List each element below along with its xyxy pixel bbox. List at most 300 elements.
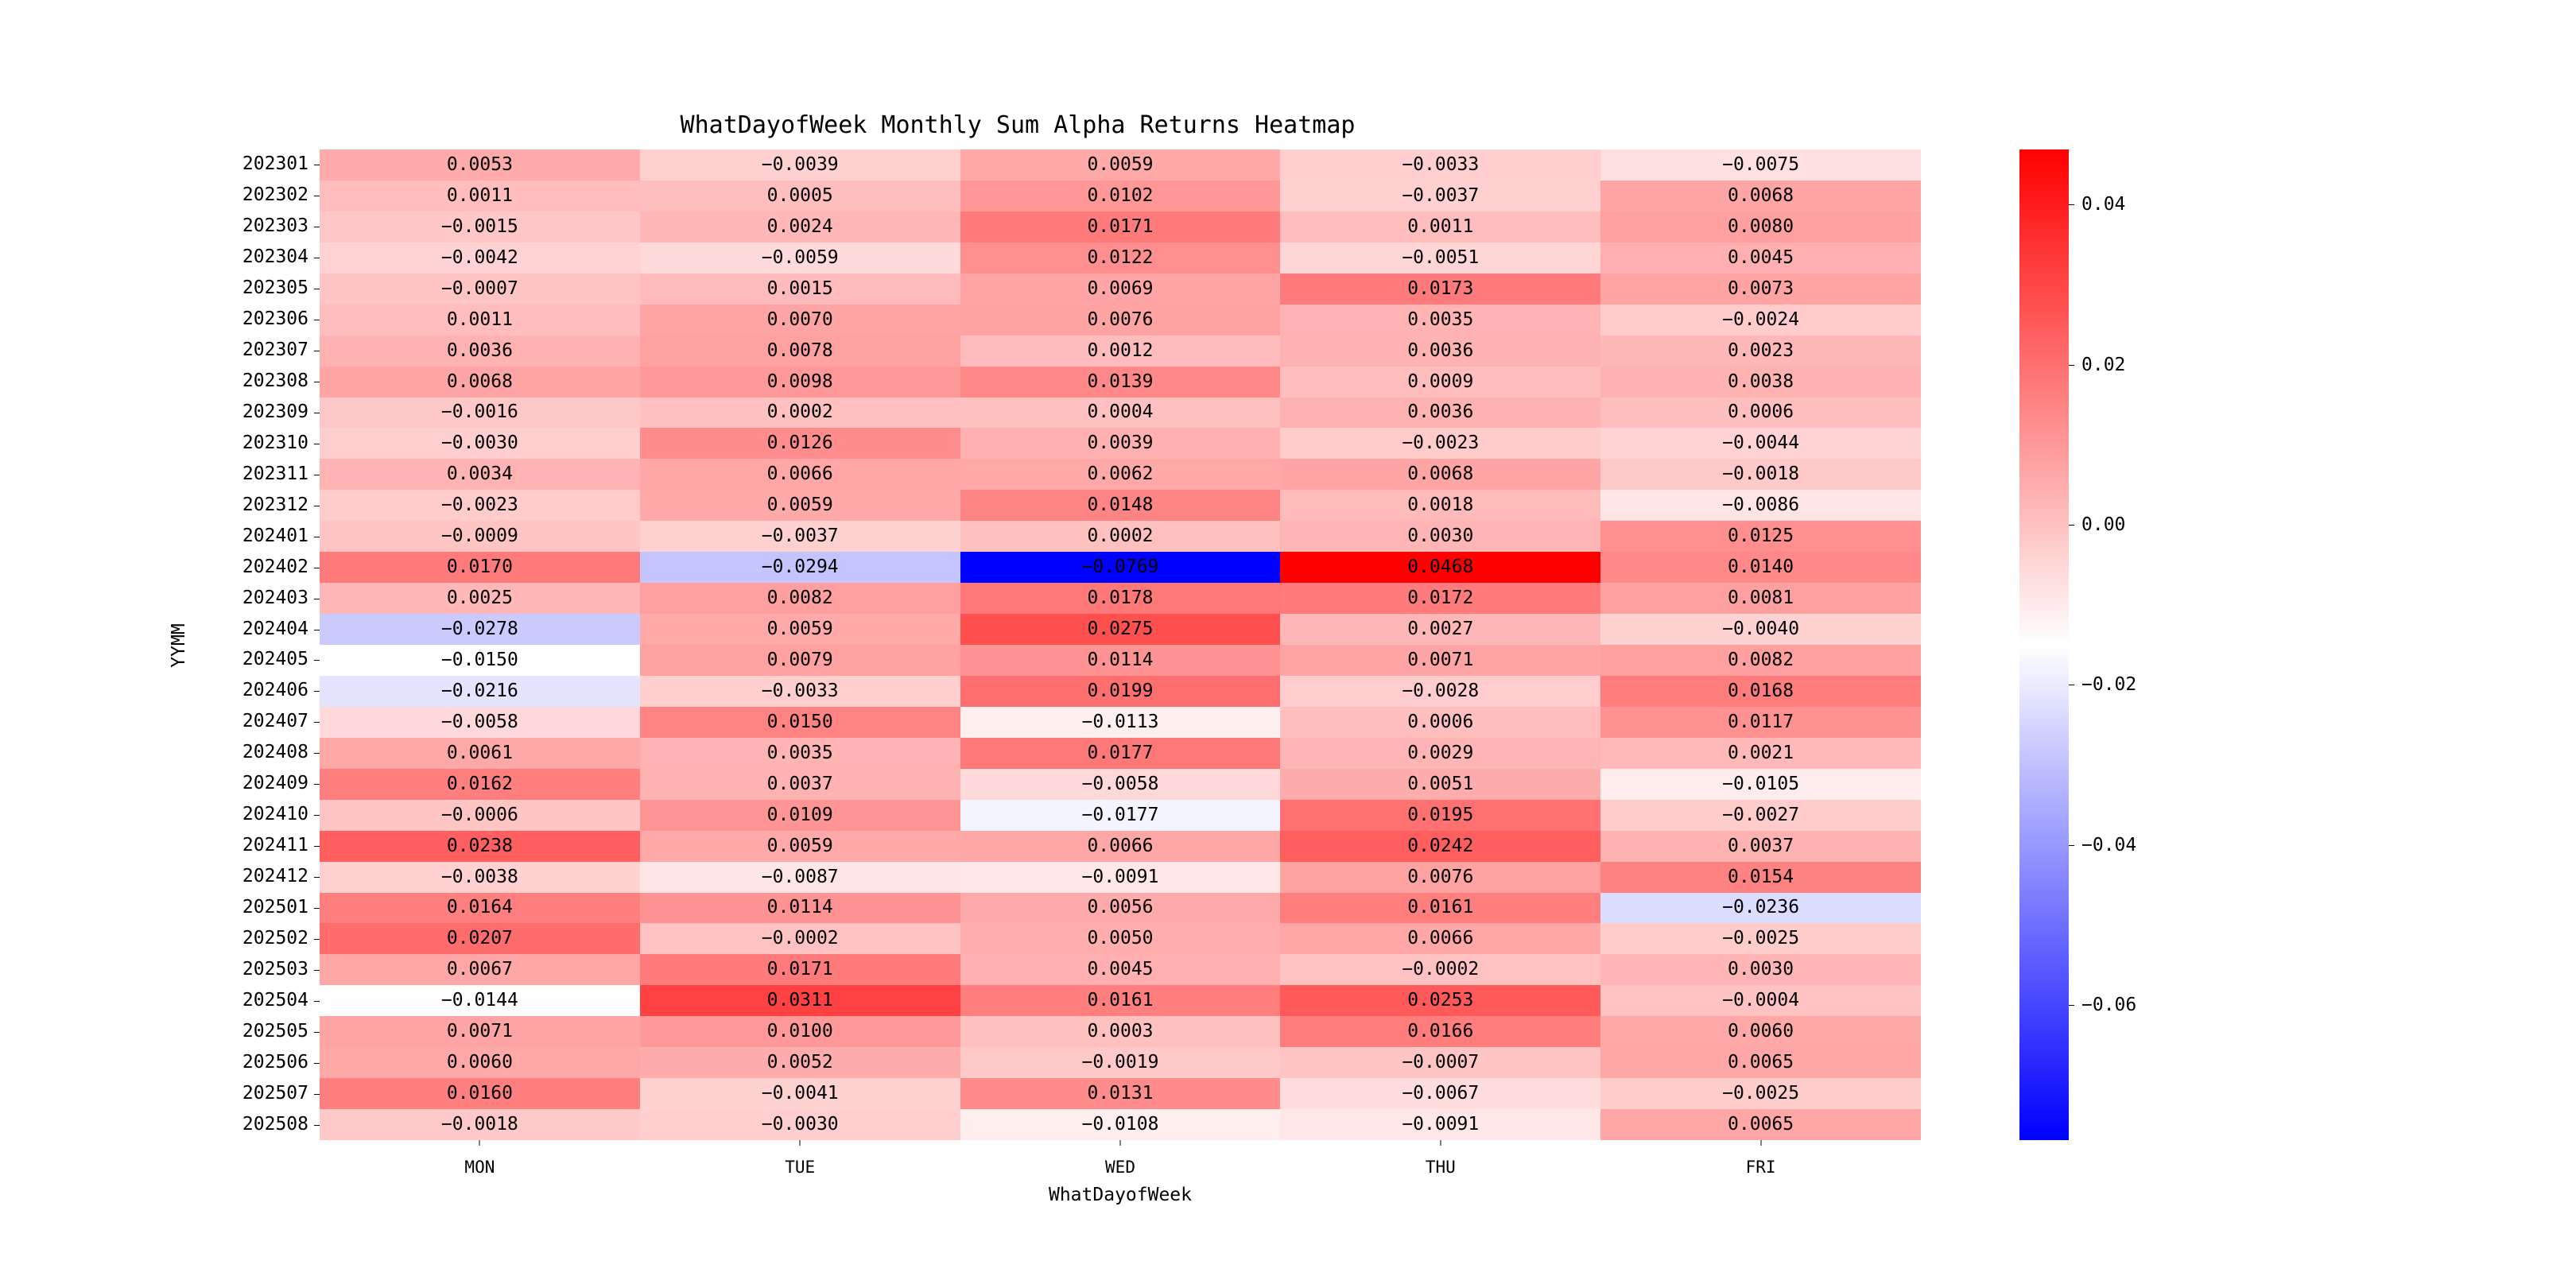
y-tick-mark	[314, 660, 320, 661]
heatmap-cell	[1600, 274, 1921, 305]
x-tick-label: FRI	[1745, 1158, 1776, 1177]
heatmap-row	[320, 490, 1921, 521]
heatmap-cell-value: 0.0102	[1087, 184, 1154, 206]
heatmap-cell	[320, 985, 640, 1016]
x-tick-mark	[1440, 1140, 1441, 1146]
heatmap-cell-value: −0.0044	[1722, 433, 1800, 454]
heatmap-cell-value: −0.0006	[440, 804, 518, 825]
heatmap-cell	[1280, 180, 1600, 211]
heatmap-cell-value: 0.0242	[1407, 835, 1474, 856]
y-tick-label: 202503	[242, 958, 308, 980]
heatmap-cell-value: 0.0053	[446, 153, 513, 175]
heatmap-cell-value: −0.0030	[440, 433, 518, 454]
heatmap-row	[320, 552, 1921, 583]
heatmap-row	[320, 305, 1921, 336]
y-tick-label: 202406	[242, 680, 308, 701]
heatmap-cell-value: 0.0172	[1407, 588, 1474, 609]
heatmap-cell	[320, 552, 640, 583]
heatmap-row	[320, 707, 1921, 738]
y-tick-mark	[314, 1125, 320, 1126]
heatmap-cell-value: −0.0216	[440, 680, 518, 701]
heatmap-cell	[320, 367, 640, 398]
heatmap-cell-value: 0.0035	[1407, 308, 1474, 330]
heatmap-cell	[1600, 305, 1921, 336]
heatmap-row	[320, 923, 1921, 954]
x-tick-label: THU	[1425, 1158, 1456, 1177]
heatmap-cell-value: −0.0067	[1402, 1083, 1480, 1104]
heatmap-cell-value: 0.0311	[766, 990, 833, 1011]
colorbar-tick-mark	[2069, 365, 2074, 366]
y-tick-mark	[314, 846, 320, 847]
heatmap-cell	[320, 769, 640, 800]
heatmap-cell	[320, 738, 640, 769]
heatmap-cell-value: 0.0148	[1087, 495, 1154, 516]
heatmap-cell-value: 0.0170	[446, 557, 513, 578]
heatmap-cell	[1600, 769, 1921, 800]
heatmap-cell-value: 0.0076	[1407, 866, 1474, 887]
heatmap-cell-value: 0.0011	[1407, 215, 1474, 237]
heatmap-cell-value: −0.0087	[761, 866, 839, 887]
heatmap-cell-value: −0.0177	[1081, 804, 1159, 825]
heatmap-cell	[960, 800, 1281, 831]
heatmap-cell-value: 0.0195	[1407, 804, 1474, 825]
heatmap-cell	[1600, 428, 1921, 459]
heatmap-cell-value: 0.0100	[766, 1021, 833, 1042]
heatmap-cell-value: 0.0059	[766, 835, 833, 856]
heatmap-cell-value: 0.0114	[766, 897, 833, 918]
heatmap-cell-value: −0.0105	[1722, 773, 1800, 794]
heatmap-cell	[640, 707, 960, 738]
y-tick-label: 202304	[242, 246, 308, 268]
heatmap-cell-value: 0.0036	[1407, 402, 1474, 423]
heatmap-row	[320, 676, 1921, 707]
heatmap-cell-value: −0.0040	[1722, 619, 1800, 640]
heatmap-cell-value: −0.0058	[440, 711, 518, 732]
y-tick-label: 202301	[242, 153, 308, 175]
heatmap-cell	[960, 769, 1281, 800]
heatmap-cell-value: 0.0037	[1728, 835, 1794, 856]
heatmap-cell	[320, 831, 640, 862]
heatmap-cell	[320, 1047, 640, 1078]
heatmap-cell-value: −0.0058	[1081, 773, 1159, 794]
heatmap-cell	[320, 583, 640, 614]
heatmap-cell-value: 0.0060	[1728, 1021, 1794, 1042]
heatmap-cell	[640, 923, 960, 954]
heatmap-cell	[1280, 490, 1600, 521]
heatmap-cell-value: 0.0039	[1087, 433, 1154, 454]
heatmap-cell	[640, 149, 960, 180]
heatmap-cell-value: −0.0108	[1081, 1114, 1159, 1135]
y-tick-label: 202507	[242, 1082, 308, 1104]
heatmap-cell	[1280, 954, 1600, 985]
heatmap-cell	[640, 862, 960, 893]
heatmap-cell	[320, 1016, 640, 1047]
heatmap-cell-value: 0.0034	[446, 464, 513, 485]
heatmap-cell	[960, 1078, 1281, 1109]
heatmap-cell-value: 0.0059	[1087, 153, 1154, 175]
heatmap-cell	[320, 676, 640, 707]
heatmap-cell-value: 0.0238	[446, 835, 513, 856]
heatmap-cell	[640, 367, 960, 398]
heatmap-cell	[640, 676, 960, 707]
heatmap-cell	[640, 552, 960, 583]
y-tick-label: 202409	[242, 773, 308, 794]
y-tick-label: 202502	[242, 927, 308, 949]
y-tick-label: 202311	[242, 463, 308, 484]
heatmap-cell	[1600, 831, 1921, 862]
y-tick-mark	[314, 691, 320, 692]
heatmap-cell	[960, 583, 1281, 614]
heatmap-cell-value: 0.0098	[766, 370, 833, 392]
heatmap-cell	[320, 180, 640, 211]
heatmap-cell	[1280, 583, 1600, 614]
heatmap-cell-value: 0.0059	[766, 495, 833, 516]
x-tick-mark	[1120, 1140, 1121, 1146]
y-tick-label: 202501	[242, 896, 308, 918]
heatmap-cell	[320, 800, 640, 831]
colorbar-tick-mark	[2069, 525, 2074, 526]
heatmap-cell-value: 0.0162	[446, 773, 513, 794]
heatmap-cell	[640, 428, 960, 459]
heatmap-cell-value: 0.0011	[446, 308, 513, 330]
x-tick-label: TUE	[785, 1158, 816, 1177]
heatmap-row	[320, 893, 1921, 924]
heatmap-cell-value: 0.0006	[1728, 402, 1794, 423]
y-tick-label: 202506	[242, 1051, 308, 1073]
heatmap-cell-value: 0.0056	[1087, 897, 1154, 918]
heatmap-cell	[960, 336, 1281, 367]
y-tick-label: 202410	[242, 804, 308, 825]
y-tick-label: 202312	[242, 494, 308, 515]
heatmap-row	[320, 769, 1921, 800]
heatmap-cell	[960, 305, 1281, 336]
heatmap-cell	[1600, 211, 1921, 242]
heatmap-cell	[1600, 242, 1921, 274]
y-tick-mark	[314, 753, 320, 754]
heatmap-cell-value: −0.0059	[761, 246, 839, 268]
x-tick-label: WED	[1105, 1158, 1135, 1177]
y-tick-label: 202404	[242, 618, 308, 639]
y-tick-label: 202302	[242, 184, 308, 206]
heatmap-cell	[320, 490, 640, 521]
heatmap-cell-value: −0.0009	[440, 526, 518, 547]
colorbar-tick-mark	[2069, 845, 2074, 846]
heatmap-cell	[960, 242, 1281, 274]
y-tick-label: 202402	[242, 556, 308, 577]
heatmap-cell-value: −0.0033	[761, 680, 839, 701]
heatmap-cell-value: 0.0154	[1728, 866, 1794, 887]
heatmap-row	[320, 367, 1921, 398]
heatmap-cell-value: 0.0081	[1728, 588, 1794, 609]
colorbar-tick-label: 0.02	[2081, 354, 2126, 375]
heatmap-cell	[1600, 707, 1921, 738]
heatmap-cell	[960, 398, 1281, 429]
heatmap-row	[320, 211, 1921, 242]
heatmap-cell-value: 0.0177	[1087, 742, 1154, 763]
heatmap-cell	[1280, 800, 1600, 831]
heatmap-row	[320, 862, 1921, 893]
heatmap-cell-value: 0.0067	[446, 959, 513, 980]
heatmap-row	[320, 149, 1921, 180]
heatmap-cell	[1280, 211, 1600, 242]
heatmap-cell	[960, 893, 1281, 924]
heatmap-cell-value: 0.0199	[1087, 680, 1154, 701]
heatmap-cell-value: 0.0079	[766, 649, 833, 670]
colorbar-tick-label: 0.04	[2081, 194, 2126, 215]
y-tick-label: 202412	[242, 866, 308, 887]
heatmap-cell	[1280, 336, 1600, 367]
heatmap-cell-value: 0.0070	[766, 308, 833, 330]
heatmap-cell-value: 0.0050	[1087, 928, 1154, 949]
heatmap-cell-value: 0.0025	[446, 588, 513, 609]
heatmap-cell	[960, 831, 1281, 862]
heatmap-cell-value: 0.0015	[766, 277, 833, 299]
heatmap-cell	[320, 336, 640, 367]
heatmap-cell-value: 0.0036	[446, 339, 513, 361]
heatmap-cell-value: 0.0468	[1407, 557, 1474, 578]
y-tick-label: 202307	[242, 339, 308, 361]
heatmap-cell-value: 0.0062	[1087, 464, 1154, 485]
y-tick-label: 202401	[242, 525, 308, 546]
heatmap-row	[320, 1109, 1921, 1140]
heatmap-cell	[960, 459, 1281, 490]
y-tick-label: 202407	[242, 711, 308, 732]
heatmap-cell	[640, 738, 960, 769]
heatmap-cell	[1600, 149, 1921, 180]
heatmap-cell-value: 0.0082	[766, 588, 833, 609]
heatmap-row	[320, 428, 1921, 459]
heatmap-cell-value: 0.0125	[1728, 526, 1794, 547]
heatmap-cell-value: −0.0033	[1402, 153, 1480, 175]
heatmap-cell-value: 0.0140	[1728, 557, 1794, 578]
heatmap-cell	[1280, 738, 1600, 769]
x-tick-mark	[1760, 1140, 1761, 1146]
heatmap-cell	[1600, 459, 1921, 490]
heatmap-cell-value: 0.0173	[1407, 277, 1474, 299]
heatmap-cell	[1280, 1016, 1600, 1047]
y-tick-label: 202405	[242, 649, 308, 670]
heatmap-cell	[1600, 893, 1921, 924]
heatmap-cell	[960, 1047, 1281, 1078]
heatmap-cell-value: 0.0068	[446, 370, 513, 392]
heatmap-cell-value: −0.0002	[761, 928, 839, 949]
heatmap-cell	[320, 707, 640, 738]
colorbar-tick-label: −0.04	[2081, 834, 2137, 855]
heatmap-cell-value: 0.0005	[766, 184, 833, 206]
heatmap-cell	[1280, 831, 1600, 862]
y-axis-label: YYMM	[169, 623, 189, 668]
heatmap-cell-value: 0.0060	[446, 1052, 513, 1073]
heatmap-row	[320, 1016, 1921, 1047]
heatmap-cell	[1600, 552, 1921, 583]
heatmap-cell	[640, 274, 960, 305]
heatmap-cell-value: 0.0253	[1407, 990, 1474, 1011]
heatmap-cell	[1600, 1109, 1921, 1140]
heatmap-cell	[960, 676, 1281, 707]
heatmap-cell	[1600, 1016, 1921, 1047]
heatmap-cell-value: 0.0082	[1728, 649, 1794, 670]
x-axis-tick-labels	[320, 1140, 1921, 1188]
heatmap-cell-value: 0.0161	[1407, 897, 1474, 918]
heatmap-cell-value: 0.0066	[1407, 928, 1474, 949]
heatmap-cell	[320, 459, 640, 490]
heatmap-cell	[640, 831, 960, 862]
y-tick-mark	[314, 1094, 320, 1095]
heatmap-row	[320, 738, 1921, 769]
heatmap-cell	[320, 274, 640, 305]
heatmap-cell-value: −0.0023	[1402, 433, 1480, 454]
heatmap-cell	[1280, 923, 1600, 954]
heatmap-cell-value: 0.0002	[1087, 526, 1154, 547]
heatmap-cell	[320, 1109, 640, 1140]
heatmap-grid	[320, 149, 1921, 1140]
heatmap-cell	[1600, 738, 1921, 769]
heatmap-cell-value: −0.0042	[440, 246, 518, 268]
y-tick-mark	[314, 1063, 320, 1064]
heatmap-cell	[1280, 1109, 1600, 1140]
heatmap-cell	[320, 614, 640, 645]
heatmap-cell-value: 0.0068	[1728, 184, 1794, 206]
heatmap-cell	[960, 180, 1281, 211]
heatmap-cell-value: 0.0030	[1407, 526, 1474, 547]
heatmap-cell-value: 0.0117	[1728, 711, 1794, 732]
heatmap-cell-value: 0.0080	[1728, 215, 1794, 237]
heatmap-cell	[1280, 149, 1600, 180]
y-tick-mark	[314, 722, 320, 723]
heatmap-cell-value: 0.0126	[766, 433, 833, 454]
heatmap-cell	[1280, 893, 1600, 924]
heatmap-cell-value: 0.0004	[1087, 402, 1154, 423]
heatmap-cell-value: 0.0066	[766, 464, 833, 485]
heatmap-cell	[640, 305, 960, 336]
heatmap-cell	[1600, 1078, 1921, 1109]
heatmap-cell-value: −0.0041	[761, 1083, 839, 1104]
heatmap-row	[320, 521, 1921, 552]
heatmap-cell	[960, 149, 1281, 180]
y-tick-mark	[314, 784, 320, 785]
heatmap-cell	[640, 398, 960, 429]
heatmap-cell	[1280, 367, 1600, 398]
heatmap-cell-value: 0.0012	[1087, 339, 1154, 361]
heatmap-cell-value: 0.0275	[1087, 619, 1154, 640]
heatmap-cell	[1600, 862, 1921, 893]
heatmap-row	[320, 1047, 1921, 1078]
heatmap-cell-value: −0.0039	[761, 153, 839, 175]
heatmap-cell-value: 0.0038	[1728, 370, 1794, 392]
heatmap-cell-value: 0.0069	[1087, 277, 1154, 299]
heatmap-cell-value: 0.0045	[1728, 246, 1794, 268]
heatmap-cell-value: 0.0023	[1728, 339, 1794, 361]
heatmap-cell-value: −0.0051	[1402, 246, 1480, 268]
colorbar-tick-mark	[2069, 204, 2074, 205]
heatmap-cell	[320, 398, 640, 429]
heatmap-cell	[1280, 459, 1600, 490]
heatmap-cell-value: 0.0071	[1407, 649, 1474, 670]
y-tick-mark	[314, 877, 320, 878]
y-tick-label: 202310	[242, 432, 308, 453]
heatmap-cell-value: −0.0019	[1081, 1052, 1159, 1073]
heatmap-cell-value: 0.0045	[1087, 959, 1154, 980]
heatmap-cell	[1280, 862, 1600, 893]
heatmap-cell	[320, 305, 640, 336]
heatmap-cell	[960, 862, 1281, 893]
heatmap-cell	[640, 954, 960, 985]
heatmap-cell-value: 0.0131	[1087, 1083, 1154, 1104]
y-tick-label: 202306	[242, 308, 308, 330]
heatmap-row	[320, 398, 1921, 429]
heatmap-cell	[1280, 552, 1600, 583]
y-tick-label: 202309	[242, 401, 308, 422]
heatmap-cell	[640, 583, 960, 614]
heatmap-cell	[1600, 180, 1921, 211]
heatmap-cell-value: 0.0078	[766, 339, 833, 361]
heatmap-row	[320, 985, 1921, 1016]
heatmap-cell-value: 0.0059	[766, 619, 833, 640]
colorbar-tick-label: 0.00	[2081, 514, 2126, 536]
heatmap-cell	[320, 149, 640, 180]
heatmap-cell	[960, 645, 1281, 676]
heatmap-cell-value: 0.0065	[1728, 1114, 1794, 1135]
heatmap-cell	[640, 893, 960, 924]
heatmap-cell	[960, 274, 1281, 305]
heatmap-cell	[1600, 800, 1921, 831]
heatmap-cell	[1280, 521, 1600, 552]
heatmap-cell	[960, 1016, 1281, 1047]
heatmap-cell-value: −0.0023	[440, 495, 518, 516]
heatmap-cell-value: 0.0160	[446, 1083, 513, 1104]
heatmap-row	[320, 645, 1921, 676]
y-tick-mark	[314, 970, 320, 971]
heatmap-cell-value: 0.0139	[1087, 370, 1154, 392]
heatmap-cell-value: −0.0027	[1722, 804, 1800, 825]
heatmap-cell-value: 0.0006	[1407, 711, 1474, 732]
heatmap-cell-value: −0.0075	[1722, 153, 1800, 175]
heatmap-cell	[1600, 521, 1921, 552]
heatmap-cell-value: 0.0029	[1407, 742, 1474, 763]
heatmap-cell	[320, 862, 640, 893]
heatmap-row	[320, 1078, 1921, 1109]
heatmap-row	[320, 583, 1921, 614]
heatmap-cell-value: −0.0236	[1722, 897, 1800, 918]
heatmap-cell-value: 0.0021	[1728, 742, 1794, 763]
heatmap-cell	[1280, 985, 1600, 1016]
heatmap-cell	[640, 1047, 960, 1078]
heatmap-cell	[320, 428, 640, 459]
heatmap-cell-value: 0.0030	[1728, 959, 1794, 980]
heatmap-cell	[1600, 583, 1921, 614]
heatmap-cell	[1600, 398, 1921, 429]
y-tick-label: 202308	[242, 370, 308, 392]
heatmap-cell-value: 0.0011	[446, 184, 513, 206]
colorbar	[2019, 149, 2137, 1140]
heatmap-cell	[640, 1078, 960, 1109]
heatmap-cell	[640, 1016, 960, 1047]
heatmap-cell-value: 0.0002	[766, 402, 833, 423]
heatmap-cell-value: 0.0037	[766, 773, 833, 794]
y-tick-label: 202508	[242, 1113, 308, 1135]
heatmap-cell-value: −0.0113	[1081, 711, 1159, 732]
heatmap-cell-value: −0.0025	[1722, 1083, 1800, 1104]
heatmap-cell	[1600, 676, 1921, 707]
heatmap-cell-value: 0.0171	[1087, 215, 1154, 237]
heatmap-cell-value: −0.0030	[761, 1114, 839, 1135]
x-tick-mark	[479, 1140, 480, 1146]
heatmap-cell	[640, 800, 960, 831]
heatmap-cell	[960, 552, 1281, 583]
heatmap-cell	[960, 614, 1281, 645]
heatmap-cell	[640, 1109, 960, 1140]
heatmap-cell-value: 0.0114	[1087, 649, 1154, 670]
